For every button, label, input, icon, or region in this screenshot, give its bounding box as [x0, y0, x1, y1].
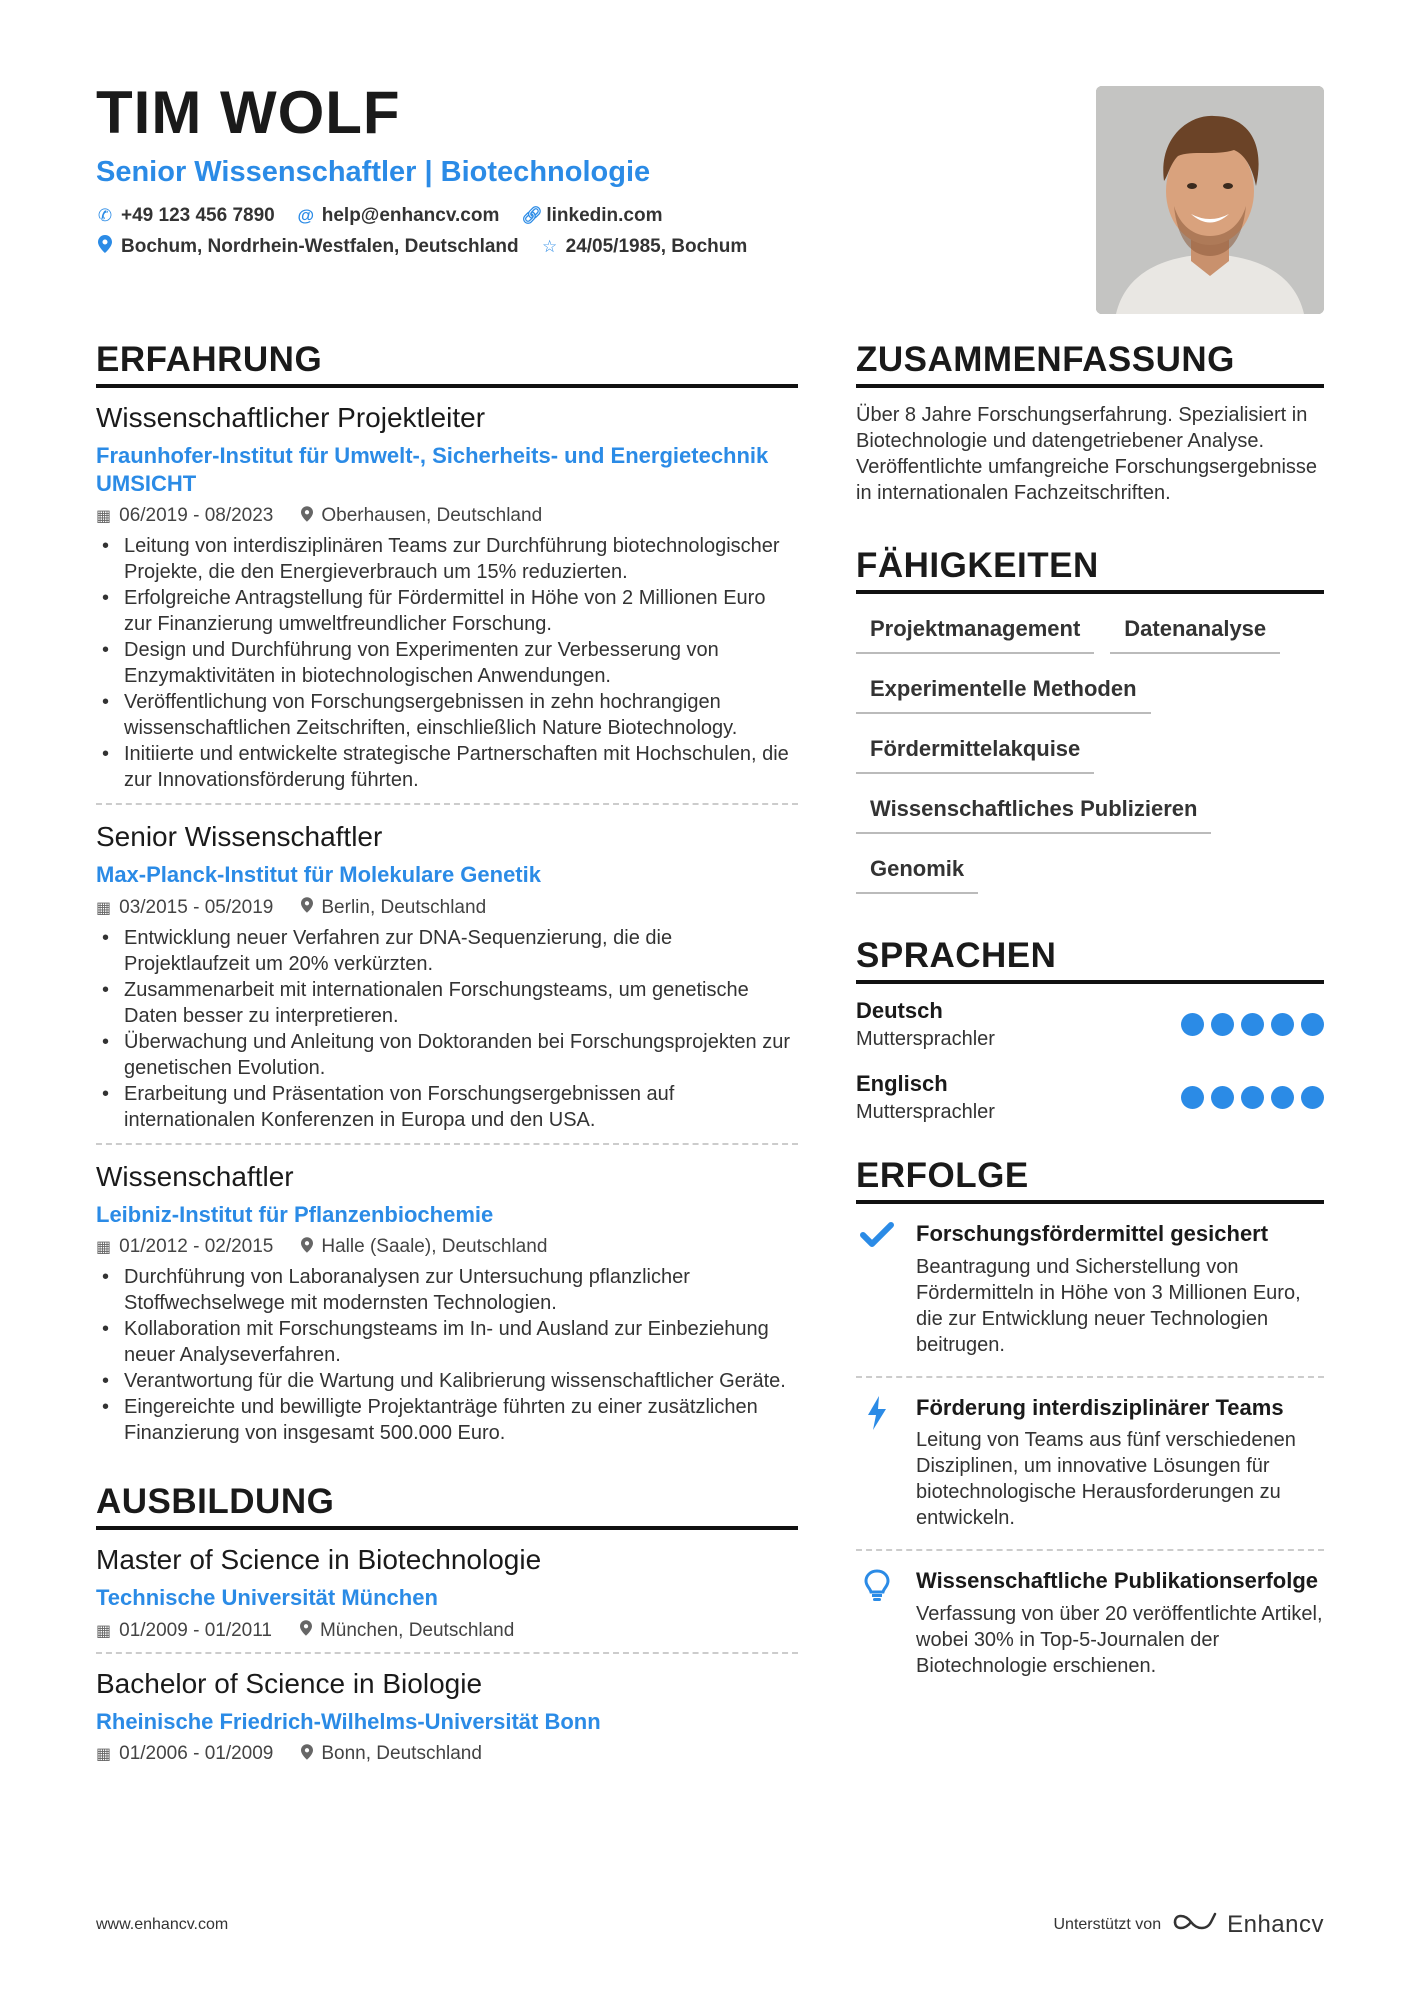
- rating-dot: [1181, 1086, 1204, 1109]
- skill-tag: Projektmanagement: [856, 608, 1094, 654]
- job-meta: [96, 1236, 798, 1258]
- calendar-icon: ▦: [96, 1746, 112, 1763]
- list-item: • Verantwortung für die Wartung und Kalibrierung wissenschaftlicher Geräte.: [96, 1368, 798, 1394]
- calendar-icon: ▦: [96, 508, 112, 525]
- powered-by-label: Unterstützt von: [1053, 1915, 1162, 1933]
- skill-tag: Experimentelle Methoden: [856, 668, 1151, 714]
- degree: Master of Science in Biotechnologie: [96, 1544, 542, 1575]
- list-item: • Initiierte und entwickelte strategische Partnerschaften mit Hochschulen, die zur Innovationsförderung führten.: [96, 741, 798, 793]
- languages-list: [856, 998, 1324, 1124]
- rating-dot: [1181, 1013, 1204, 1036]
- rating-dot: [1271, 1013, 1294, 1036]
- list-item: • Entwicklung neuer Verfahren zur DNA-Sequenzierung, die die Projektlaufzeit um 20% verkürzten.: [96, 925, 798, 977]
- achievements-section-title: ERFOLGE: [856, 1156, 1324, 1204]
- location-pin-icon: [301, 1237, 313, 1258]
- list-item: • Eingereichte und bewilligte Projektanträge führten zu einer zusätzlichen Finanzierung von insgesamt 500.000 Euro.: [96, 1394, 798, 1446]
- achievements-list: [856, 1204, 1324, 1697]
- rating-dot: [1211, 1086, 1234, 1109]
- rating-dot: [1301, 1013, 1324, 1036]
- candidate-name: TIM WOLF: [96, 79, 401, 146]
- achievement-desc: Leitung von Teams aus fünf verschiedenen Disziplinen, um innovative Lösungen für biotechnologische Herausforderungen zu entwickeln.: [916, 1429, 1296, 1529]
- achievement-desc: Verfassung von über 20 veröffentlichte Artikel, wobei 30% in Top-5-Journalen der Biotechnologie erschienen.: [916, 1602, 1323, 1677]
- education-entry: [96, 1544, 798, 1652]
- contact-email[interactable]: @ help@enhancv.com: [297, 205, 500, 226]
- lightning-icon: [856, 1394, 898, 1532]
- job-bullets: [96, 533, 798, 793]
- language-item: [856, 1071, 1324, 1124]
- rating-dot: [1271, 1086, 1294, 1109]
- language-rating: [1181, 1013, 1324, 1036]
- candidate-title: Senior Wissenschaftler | Biotechnologie: [96, 156, 651, 188]
- rating-dot: [1241, 1086, 1264, 1109]
- footer-brand: [1053, 1910, 1324, 1939]
- check-icon: [856, 1220, 898, 1358]
- skill-tag: Wissenschaftliches Publizieren: [856, 788, 1211, 834]
- languages-section-title: SPRACHEN: [856, 936, 1324, 984]
- job-entry: [96, 402, 798, 803]
- achievement-item: [856, 1376, 1324, 1550]
- job-entry: [96, 1143, 798, 1457]
- contact-phone[interactable]: ✆ +49 123 456 7890: [97, 205, 275, 226]
- list-item: • Erarbeitung und Präsentation von Forschungsergebnissen auf internationalen Konferenzen in Europa und den USA.: [96, 1081, 798, 1133]
- education-meta: [96, 1743, 798, 1765]
- list-item: • Überwachung und Anleitung von Doktoranden bei Forschungsprojekten zur genetischen Evolution.: [96, 1029, 798, 1081]
- achievement-title: Wissenschaftliche Publikationserfolge: [916, 1568, 1319, 1593]
- job-role: Wissenschaftler: [96, 1160, 294, 1192]
- resume-header: [96, 80, 996, 266]
- rating-dot: [1301, 1086, 1324, 1109]
- job-dates: 06/2019 - 08/2023: [119, 505, 274, 526]
- skills-section-title: FÄHIGKEITEN: [856, 546, 1324, 594]
- education-meta: [96, 1620, 798, 1642]
- job-company: Max-Planck-Institut für Molekulare Genetik: [96, 862, 541, 887]
- right-column: [856, 340, 1324, 1697]
- job-location: Oberhausen, Deutschland: [321, 505, 543, 526]
- star-icon: ☆: [542, 236, 558, 256]
- achievement-title: Forschungsfördermittel gesichert: [916, 1221, 1269, 1246]
- summary-text: Über 8 Jahre Forschungserfahrung. Spezialisiert in Biotechnologie und datengetriebener Analyse. Veröffentlichte umfangreiche Forschungsergebnisse in internationalen Fachzeitschriften.: [856, 404, 1318, 504]
- education-entry: [96, 1652, 798, 1776]
- achievement-desc: Beantragung und Sicherstellung von Fördermitteln in Höhe von 3 Millionen Euro, die zur Entwicklung neuer Technologien beitrugen.: [916, 1255, 1301, 1356]
- education-dates: 01/2009 - 01/2011: [119, 1619, 272, 1641]
- language-name: Englisch: [856, 1071, 948, 1096]
- lightbulb-icon: [856, 1567, 898, 1679]
- profile-photo: [1096, 86, 1324, 314]
- job-location: Berlin, Deutschland: [321, 896, 487, 918]
- calendar-icon: ▦: [96, 899, 112, 917]
- job-company: Fraunhofer-Institut für Umwelt-, Sicherheits- und Energietechnik UMSICHT: [96, 443, 769, 496]
- language-item: [856, 998, 1324, 1051]
- location-pin-icon: [301, 897, 313, 918]
- language-name: Deutsch: [856, 998, 943, 1023]
- at-icon: @: [297, 206, 315, 225]
- footer: [96, 1910, 1324, 1939]
- contact-birth: ☆ 24/05/1985, Bochum: [542, 235, 748, 257]
- list-item: • Erfolgreiche Antragstellung für Fördermittel in Höhe von 2 Millionen Euro zur Finanzierung umweltfreundlicher Forschung.: [96, 585, 798, 637]
- location-pin-icon: [96, 235, 114, 258]
- language-rating: [1181, 1086, 1324, 1109]
- job-dates: 03/2015 - 05/2019: [119, 896, 274, 918]
- left-column: [96, 340, 798, 1775]
- job-meta: [96, 897, 798, 919]
- skill-tag: Fördermittelakquise: [856, 728, 1094, 774]
- rating-dot: [1241, 1013, 1264, 1036]
- job-bullets: [96, 1264, 798, 1446]
- contact-location: Bochum, Nordrhein-Westfalen, Deutschland: [96, 235, 519, 258]
- summary-section-title: ZUSAMMENFASSUNG: [856, 340, 1324, 388]
- link-icon: 🔗︎: [521, 206, 543, 225]
- brand-name: Enhancv: [1227, 1910, 1324, 1938]
- language-level: Muttersprachler: [856, 1101, 995, 1123]
- job-bullets: [96, 925, 798, 1133]
- rating-dot: [1211, 1013, 1234, 1036]
- location-pin-icon: [301, 1744, 313, 1765]
- location-pin-icon: [301, 506, 313, 527]
- language-level: Muttersprachler: [856, 1028, 995, 1050]
- footer-website-link[interactable]: www.enhancv.com: [96, 1915, 229, 1933]
- phone-icon: ✆: [97, 206, 113, 225]
- job-entry: [96, 803, 798, 1143]
- education-location: Bonn, Deutschland: [321, 1743, 482, 1764]
- degree: Bachelor of Science in Biologie: [96, 1667, 483, 1699]
- achievement-item: [856, 1549, 1324, 1697]
- list-item: • Durchführung von Laboranalysen zur Untersuchung pflanzlicher Stoffwechselwege mit modernsten Technologien.: [96, 1264, 798, 1316]
- school: Rheinische Friedrich-Wilhelms-Universität Bonn: [96, 1708, 601, 1734]
- job-role: Senior Wissenschaftler: [96, 821, 383, 852]
- education-location: München, Deutschland: [319, 1619, 515, 1641]
- education-section-title: AUSBILDUNG: [96, 1482, 798, 1530]
- calendar-icon: ▦: [96, 1239, 112, 1256]
- calendar-icon: ▦: [96, 1622, 112, 1640]
- list-item: • Design und Durchführung von Experimenten zur Verbesserung von Enzymaktivitäten in biotechnologischen Anwendungen.: [96, 637, 798, 689]
- list-item: • Veröffentlichung von Forschungsergebnissen in zehn hochrangigen wissenschaftlichen Zeitschriften, einschließlich Nature Biotechnology.: [96, 689, 798, 741]
- job-company: Leibniz-Institut für Pflanzenbiochemie: [96, 1201, 494, 1227]
- list-item: • Zusammenarbeit mit internationalen Forschungsteams, um genetische Daten besser zu interpretieren.: [96, 977, 798, 1029]
- contact-linkedin[interactable]: 🔗︎ linkedin.com: [521, 205, 663, 226]
- achievement-item: [856, 1204, 1324, 1376]
- enhancv-logo-icon: [1171, 1910, 1217, 1939]
- experience-section-title: ERFAHRUNG: [96, 340, 798, 388]
- list-item: • Leitung von interdisziplinären Teams zur Durchführung biotechnologischer Projekte, die den Energieverbrauch um 15% reduzierten.: [96, 533, 798, 585]
- skill-tag: Genomik: [856, 848, 978, 894]
- contact-info: [96, 205, 996, 258]
- location-pin-icon: [300, 1620, 312, 1641]
- achievement-title: Förderung interdisziplinärer Teams: [916, 1394, 1284, 1420]
- skill-tag: Datenanalyse: [1110, 608, 1280, 654]
- job-meta: [96, 505, 798, 527]
- job-role: Wissenschaftlicher Projektleiter: [96, 402, 486, 433]
- education-dates: 01/2006 - 01/2009: [119, 1743, 274, 1764]
- school: Technische Universität München: [96, 1585, 438, 1610]
- job-dates: 01/2012 - 02/2015: [119, 1236, 274, 1257]
- list-item: • Kollaboration mit Forschungsteams im In- und Ausland zur Einbeziehung neuer Analyseverfahren.: [96, 1316, 798, 1368]
- skills-list: [856, 608, 1324, 894]
- job-location: Halle (Saale), Deutschland: [321, 1236, 548, 1257]
